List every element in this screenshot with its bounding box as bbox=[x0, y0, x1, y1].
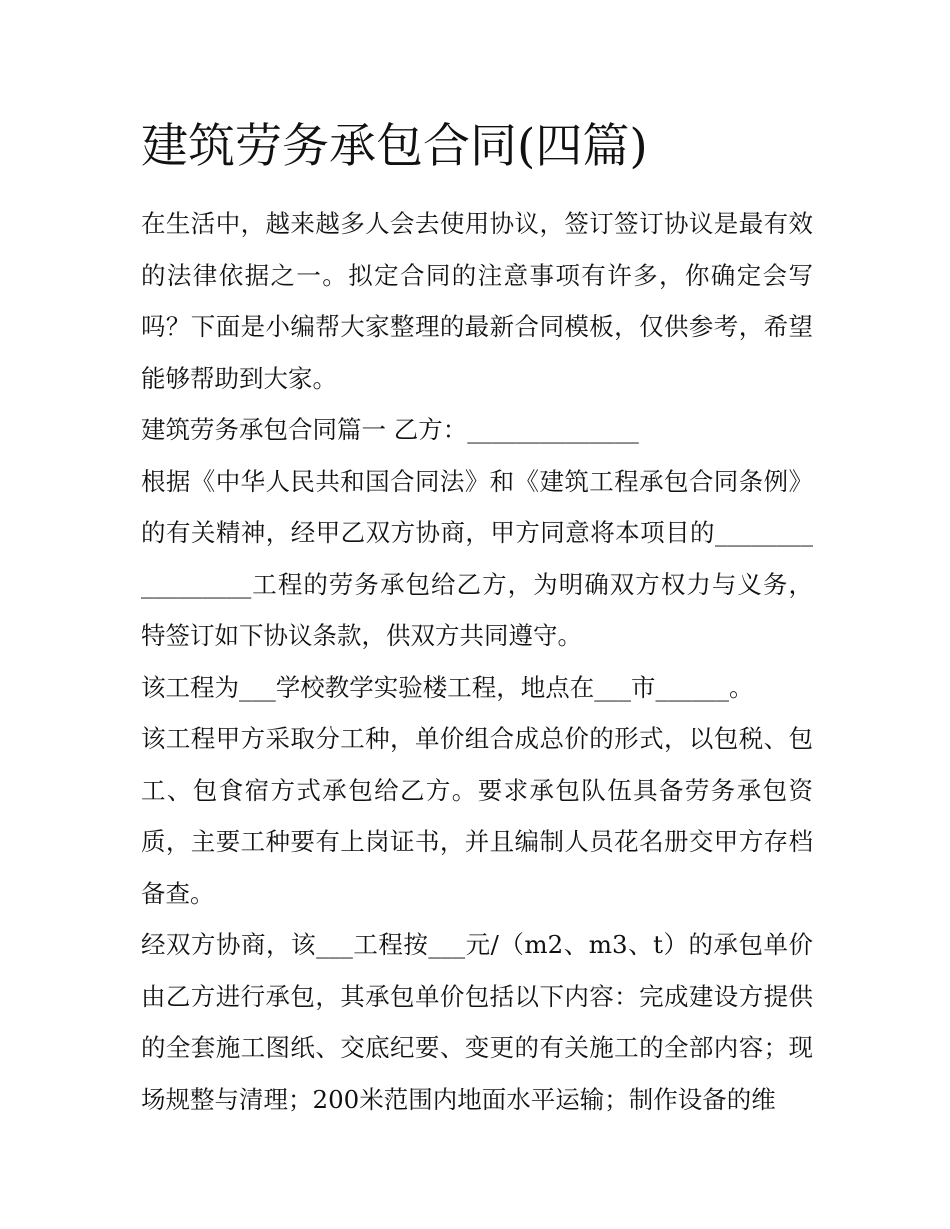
document-title: 建筑劳务承包合同(四篇) bbox=[141, 119, 648, 174]
document-body bbox=[141, 198, 813, 1125]
paragraph-project: 该工程为___学校教学实验楼工程，地点在___市______。 bbox=[141, 672, 754, 702]
paragraph-intro: 在生活中，越来越多人会去使用协议，签订签订协议是最有效的法律依据之一。拟定合同的注意事项有许多，你确定会写吗？下面是小编帮大家整理的最新合同模板，仅供参考，希望能够帮助到大家。 bbox=[141, 209, 813, 393]
paragraph-contracting-form: 该工程甲方采取分工种，单价组合成总价的形式，以包税、包工、包食宿方式承包给乙方。要求承包队伍具备劳务承包资质，主要工种要有上岗证书，并且编制人员花名册交甲方存档备查。 bbox=[141, 724, 813, 908]
paragraph-unit-price: 经双方协商，该___工程按___元/（m2、m3、t）的承包单价由乙方进行承包，其承包单价包括以下内容：完成建设方提供的全套施工图纸、交底纪要、变更的有关施工的全部内容；现场规整与清理；200米范围内地面水平运输；制作设备的维 bbox=[141, 930, 813, 1114]
paragraph-basis: 根据《中华人民共和国合同法》和《建筑工程承包合同条例》的有关精神，经甲乙双方协商，甲方同意将本项目的_________________工程的劳务承包给乙方，为明确双方权力与义务，特签订如下协议条款，供双方共同遵守。 bbox=[141, 466, 813, 650]
paragraph-party-b: 建筑劳务承包合同篇一 乙方：______________ bbox=[141, 415, 639, 444]
